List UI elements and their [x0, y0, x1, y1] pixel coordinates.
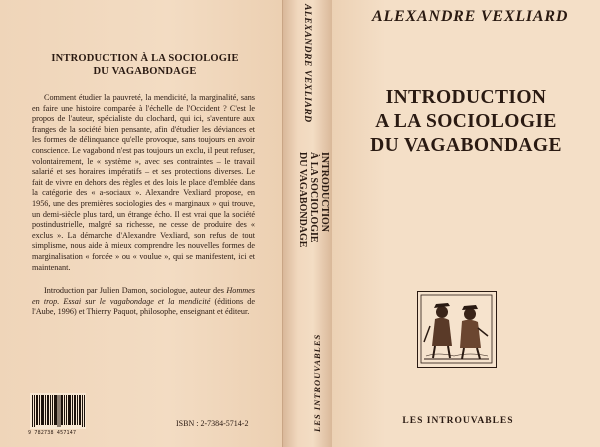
front-title-line-2: A LA SOCIOLOGIE — [375, 111, 557, 132]
back-cover-credits — [32, 286, 255, 318]
illustration-drawing — [418, 292, 495, 366]
back-cover-blurb: Comment étudier la pauvreté, la mendicité, la marginalité, sans en faire une histoire comparée à l'échelle de l'Occident ? C'est le propos de l'auteur, spécialiste du clochard, qui ici, s'aventure aux franges de la société bien pensante, afin d'étudier les déviances et les formes de délinquance qu'elle provoque, sans toujours en avoir conscience. Le vagabond n'est pas toujours un exclu, il peut refuser, volontairement, le « système », avec ses contraintes – le travail salarié et ses horaires impératifs – et ses protections diverses. Le fait de vivre en dehors des règles et des lois le place d'emblée dans la catégorie des « a-sociaux ». Alexandre Vexliard propose, en 1956, une des premières sociologies des « marginaux » qui trouve, un demi-siècle plus tard, un étrange écho. Il est vrai que la société postindustrielle, malgré sa richesse, ne cesse de produire des « exclus ». La démarche d'Alexandre Vexliard, son refus de tout simplisme, nous aide à mieux comprendre les nouvelles formes de marginalisation « forcée » ou « voulue », qui se manifestent, ici et maintenant. — [32, 93, 255, 272]
spine-title — [297, 152, 330, 292]
spine-collection: LES INTROUVABLES — [312, 333, 322, 432]
barcode-icon — [30, 393, 86, 429]
credits-text-b: (éditions de l'Aube, 1996) et Thierry Paquot, philosophe, enseignant et éditeur. — [32, 296, 256, 317]
spine-title-line-3: DU VAGABONDAGE — [297, 152, 308, 248]
front-cover — [332, 0, 600, 447]
credits-text-a: Introduction par Julien Damon, sociologue, auteur des — [44, 286, 224, 295]
vagabond-illustration-icon — [417, 291, 497, 368]
back-title-line-2: DU VAGABONDAGE — [93, 66, 197, 77]
barcode-number: 9 782738 457147 — [28, 430, 77, 436]
front-title — [350, 86, 582, 158]
spine-title-line-1: INTRODUCTION — [319, 152, 330, 233]
spine-title-line-2: À LA SOCIOLOGIE — [308, 152, 319, 243]
front-title-line-1: INTRODUCTION — [385, 87, 547, 108]
publisher-collection: LES INTROUVABLES — [402, 416, 514, 426]
isbn: ISBN : 2-7384-5714-2 — [176, 419, 249, 428]
back-title-line-1: INTRODUCTION À LA SOCIOLOGIE — [51, 53, 239, 64]
front-author: ALEXANDRE VEXLIARD — [372, 8, 569, 25]
front-title-line-3: DU VAGABONDAGE — [370, 135, 562, 156]
credits-book-title: Hommes en trop. Essai sur le vagabondage et la mendicité — [32, 286, 255, 306]
spine-author: ALEXANDRE VEXLIARD — [302, 4, 312, 123]
back-cover-title — [40, 52, 250, 78]
